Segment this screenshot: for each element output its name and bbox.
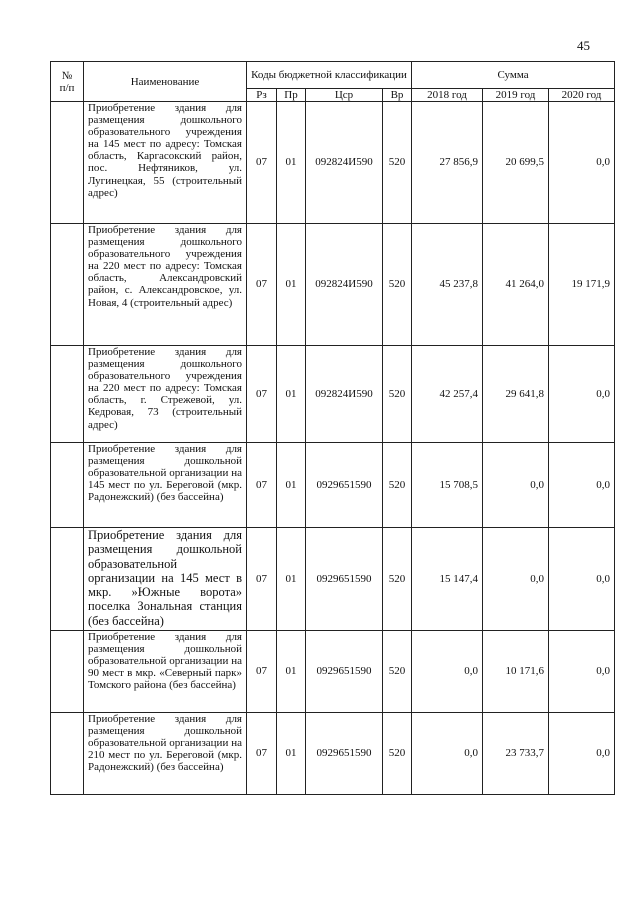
- row-sum-2019: 0,0: [483, 528, 549, 631]
- row-sum-2019: 20 699,5: [483, 102, 549, 224]
- row-csr: 0929651590: [306, 443, 383, 528]
- row-rz: 07: [247, 102, 277, 224]
- row-vr: 520: [383, 224, 412, 346]
- row-vr: 520: [383, 631, 412, 713]
- table-row: [51, 346, 615, 443]
- row-rz: 07: [247, 713, 277, 795]
- row-pr: 01: [277, 102, 306, 224]
- row-sum-2020: 0,0: [549, 631, 615, 713]
- table-row: [51, 528, 615, 631]
- row-number: [51, 346, 84, 443]
- row-sum-2019: 41 264,0: [483, 224, 549, 346]
- row-number: [51, 631, 84, 713]
- header-2018: 2018 год: [412, 89, 483, 102]
- row-sum-2020: 0,0: [549, 443, 615, 528]
- row-vr: 520: [383, 713, 412, 795]
- row-sum-2019: 10 171,6: [483, 631, 549, 713]
- row-sum-2018: 0,0: [412, 631, 483, 713]
- row-pr: 01: [277, 631, 306, 713]
- row-sum-2018: 0,0: [412, 713, 483, 795]
- row-name: Приобретение здания для размещения дошкольной образовательной организации на 210 мест по ул. Береговой (мкр. Радонежский) (без бассейна): [84, 713, 247, 795]
- row-pr: 01: [277, 224, 306, 346]
- row-vr: 520: [383, 102, 412, 224]
- row-number: [51, 224, 84, 346]
- table-row: [51, 713, 615, 795]
- header-budget-codes: Коды бюджетной классификации: [247, 62, 412, 89]
- header-pr: Пр: [277, 89, 306, 102]
- row-sum-2018: 42 257,4: [412, 346, 483, 443]
- row-name: Приобретение здания для размещения дошкольной образовательной организации на 90 мест в мкр. «Северный парк» Томского района (без бассейна): [84, 631, 247, 713]
- row-number: [51, 443, 84, 528]
- row-vr: 520: [383, 346, 412, 443]
- row-pr: 01: [277, 443, 306, 528]
- row-number: [51, 528, 84, 631]
- row-name: Приобретение здания для размещения дошкольной образовательной организации на 145 мест в мкр. »Южные ворота» поселка Зональная станция (без бассейна): [84, 528, 247, 631]
- header-vr: Вр: [383, 89, 412, 102]
- page-number: 45: [577, 38, 590, 53]
- row-csr: 0929651590: [306, 713, 383, 795]
- row-sum-2019: 29 641,8: [483, 346, 549, 443]
- row-pr: 01: [277, 528, 306, 631]
- row-sum-2020: 0,0: [549, 528, 615, 631]
- row-sum-2018: 15 708,5: [412, 443, 483, 528]
- table-row: [51, 224, 615, 346]
- row-sum-2020: 19 171,9: [549, 224, 615, 346]
- table-row: [51, 631, 615, 713]
- budget-table: [50, 61, 615, 795]
- header-rz: Рз: [247, 89, 277, 102]
- row-sum-2018: 45 237,8: [412, 224, 483, 346]
- row-number: [51, 102, 84, 224]
- row-rz: 07: [247, 224, 277, 346]
- row-sum-2020: 0,0: [549, 346, 615, 443]
- table-row: [51, 443, 615, 528]
- row-sum-2019: 23 733,7: [483, 713, 549, 795]
- header-2020: 2020 год: [549, 89, 615, 102]
- row-vr: 520: [383, 443, 412, 528]
- row-name: Приобретение здания для размещения дошкольного образовательного учреждения на 220 мест по адресу: Томская область, г. Стрежевой, ул. Кедровая, 73 (строительный адрес): [84, 346, 247, 443]
- table-row: [51, 102, 615, 224]
- row-name: Приобретение здания для размещения дошкольного образовательного учреждения на 145 мест по адресу: Томская область, Каргасокский район, пос. Нефтяников, ул. Лугинецкая, 55 (строительный адрес): [84, 102, 247, 224]
- row-csr: 092824И590: [306, 346, 383, 443]
- row-number: [51, 713, 84, 795]
- row-sum-2018: 27 856,9: [412, 102, 483, 224]
- row-pr: 01: [277, 713, 306, 795]
- row-vr: 520: [383, 528, 412, 631]
- header-csr: Цср: [306, 89, 383, 102]
- row-name: Приобретение здания для размещения дошкольного образовательного учреждения на 220 мест по адресу: Томская область, Александровский район, с. Александровское, ул. Новая, 4 (строительный адрес): [84, 224, 247, 346]
- row-csr: 092824И590: [306, 224, 383, 346]
- row-name: Приобретение здания для размещения дошкольной образовательной организации на 145 мест по ул. Береговой (мкр. Радонежский) (без бассейна): [84, 443, 247, 528]
- row-csr: 0929651590: [306, 528, 383, 631]
- row-sum-2018: 15 147,4: [412, 528, 483, 631]
- row-rz: 07: [247, 346, 277, 443]
- row-pr: 01: [277, 346, 306, 443]
- header-name: Наименование: [84, 62, 247, 102]
- row-csr: 0929651590: [306, 631, 383, 713]
- header-row-number: № п/п: [51, 62, 84, 102]
- row-rz: 07: [247, 631, 277, 713]
- row-rz: 07: [247, 443, 277, 528]
- row-sum-2019: 0,0: [483, 443, 549, 528]
- row-sum-2020: 0,0: [549, 102, 615, 224]
- header-2019: 2019 год: [483, 89, 549, 102]
- row-csr: 092824И590: [306, 102, 383, 224]
- row-rz: 07: [247, 528, 277, 631]
- row-sum-2020: 0,0: [549, 713, 615, 795]
- header-sum: Сумма: [412, 62, 615, 89]
